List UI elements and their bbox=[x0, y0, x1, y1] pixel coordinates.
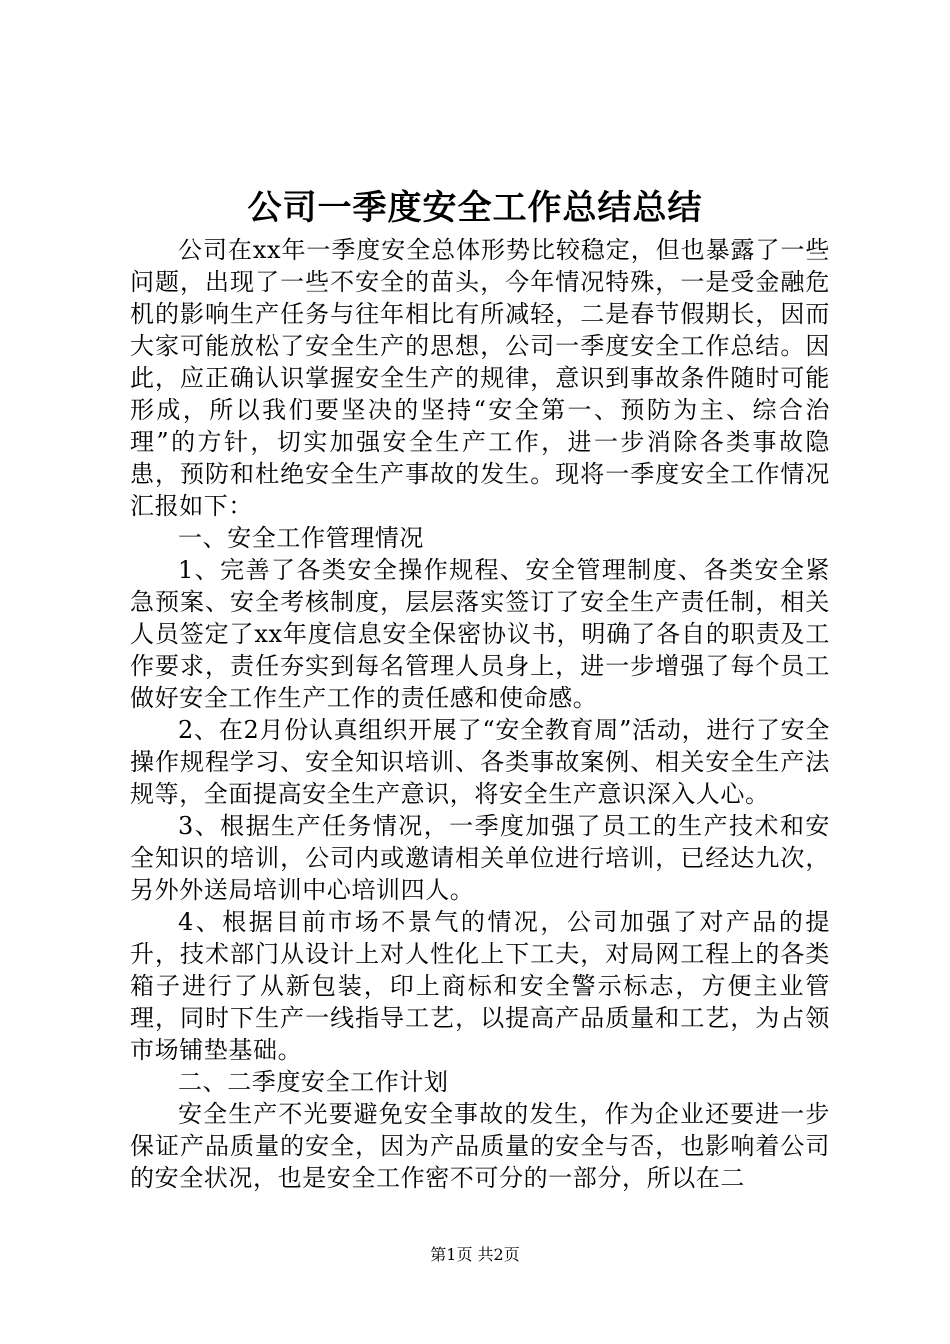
paragraph-item-3: 3、根据生产任务情况，一季度加强了员工的生产技术和安全知识的培训，公司内或邀请相关单位进行培训，已经达九次，另外外送局培训中心培训四人。 bbox=[130, 812, 830, 904]
section-heading-management: 一、安全工作管理情况 bbox=[178, 524, 424, 552]
page-footer: 第1页 共2页 bbox=[430, 1245, 520, 1264]
paragraph-item-2: 2、在2月份认真组织开展了“安全教育周”活动，进行了安全操作规程学习、安全知识培训、各类事故案例、相关安全生产法规等，全面提高安全生产意识，将安全生产意识深入人心。 bbox=[130, 716, 830, 808]
paragraph-item-4: 4、根据目前市场不景气的情况，公司加强了对产品的提升，技术部门从设计上对人性化上下工夫，对局网工程上的各类箱子进行了从新包装，印上商标和安全警示标志，方便主业管理，同时下生产一线指导工艺，以提高产品质量和工艺，为占领市场铺垫基础。 bbox=[130, 908, 830, 1064]
paragraph-item-1: 1、完善了各类安全操作规程、安全管理制度、各类安全紧急预案、安全考核制度，层层落实签订了安全生产责任制，相关人员签定了xx年度信息安全保密协议书，明确了各自的职责及工作要求，责任夯实到每名管理人员身上，进一步增强了每个员工做好安全工作生产工作的责任感和使命感。 bbox=[130, 556, 830, 712]
document-body bbox=[130, 234, 830, 1194]
section-heading-plan: 二、二季度安全工作计划 bbox=[178, 1068, 449, 1096]
paragraph-plan: 安全生产不光要避免安全事故的发生，作为企业还要进一步保证产品质量的安全，因为产品质量的安全与否，也影响着公司的安全状况，也是安全工作密不可分的一部分，所以在二 bbox=[130, 1100, 830, 1192]
paragraph-intro: 公司在xx年一季度安全总体形势比较稳定，但也暴露了一些问题，出现了一些不安全的苗头，今年情况特殊，一是受金融危机的影响生产任务与往年相比有所减轻，二是春节假期长，因而大家可能放松了安全生产的思想，公司一季度安全工作总结。因此，应正确认识掌握安全生产的规律，意识到事故条件随时可能形成，所以我们要坚决的坚持“安全第一、预防为主、综合治理”的方针，切实加强安全生产工作，进一步消除各类事故隐患，预防和杜绝安全生产事故的发生。现将一季度安全工作情况汇报如下： bbox=[130, 236, 830, 520]
document-title: 公司一季度安全工作总结总结 bbox=[247, 188, 703, 228]
